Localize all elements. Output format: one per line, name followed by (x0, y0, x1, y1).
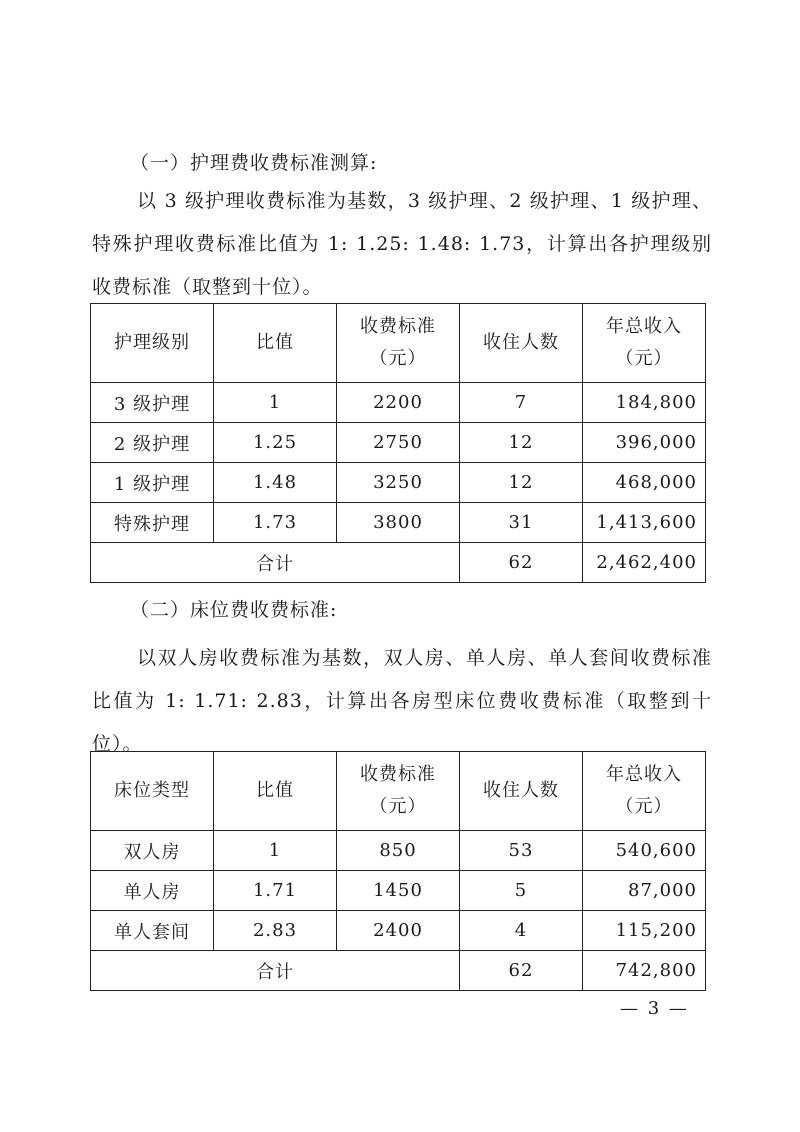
table-row (91, 911, 706, 951)
section1-paragraph: 以 3 级护理收费标准为基数，3 级护理、2 级护理、1 级护理、特殊护理收费标准比值为 1: 1.25: 1.48: 1.73，计算出各护理级别收费标准（取整到十位）。 (92, 190, 712, 298)
header-cell: 比值 (214, 304, 337, 383)
table-cell: 53 (460, 831, 583, 871)
table-cell: 特殊护理 (91, 503, 214, 543)
nursing-fee-table (90, 303, 706, 583)
table-cell: 1.73 (214, 503, 337, 543)
table-cell: 468,000 (583, 463, 706, 503)
table-cell: 2 级护理 (91, 423, 214, 463)
table-cell: 5 (460, 871, 583, 911)
table-header-row (91, 304, 706, 383)
table-cell: 31 (460, 503, 583, 543)
section1-heading: （一）护理费收费标准测算: (130, 152, 378, 174)
table-cell: 1 (214, 831, 337, 871)
header-cell: 年总收入 （元） (583, 752, 706, 831)
table-cell: 540,600 (583, 831, 706, 871)
table-cell: 2.83 (214, 911, 337, 951)
table-cell: 双人房 (91, 831, 214, 871)
header-cell: 收费标准 （元） (337, 304, 460, 383)
table-cell: 2200 (337, 383, 460, 423)
header-cell: 收费标准 （元） (337, 752, 460, 831)
header-cell: 比值 (214, 752, 337, 831)
table-cell: 1 (214, 383, 337, 423)
table-cell: 1,413,600 (583, 503, 706, 543)
total-income: 742,800 (583, 951, 706, 991)
table-cell: 4 (460, 911, 583, 951)
header-cell: 床位类型 (91, 752, 214, 831)
table-cell: 2750 (337, 423, 460, 463)
total-income: 2,462,400 (583, 543, 706, 583)
table-cell: 12 (460, 423, 583, 463)
table-row (91, 463, 706, 503)
table-cell: 1.48 (214, 463, 337, 503)
table-cell: 87,000 (583, 871, 706, 911)
section2-paragraph: 以双人房收费标准为基数，双人房、单人房、单人套间收费标准比值为 1: 1.71: 2.83，计算出各房型床位费收费标准（取整到十位）。 (92, 647, 712, 755)
header-cell: 护理级别 (91, 304, 214, 383)
header-cell: 收住人数 (460, 304, 583, 383)
table-cell: 1450 (337, 871, 460, 911)
table-total-row (91, 951, 706, 991)
table-cell: 3250 (337, 463, 460, 503)
table-cell: 1.25 (214, 423, 337, 463)
header-cell: 收住人数 (460, 752, 583, 831)
total-label: 合计 (91, 951, 460, 991)
total-residents: 62 (460, 951, 583, 991)
bed-fee-table (90, 751, 706, 991)
table-total-row (91, 543, 706, 583)
table-row (91, 871, 706, 911)
total-label: 合计 (91, 543, 460, 583)
table-row (91, 831, 706, 871)
table-cell: 1.71 (214, 871, 337, 911)
table-row (91, 423, 706, 463)
table-cell: 3 级护理 (91, 383, 214, 423)
page-number: — 3 — (620, 998, 689, 1019)
table-cell: 单人房 (91, 871, 214, 911)
table-cell: 3800 (337, 503, 460, 543)
section2-heading: （二）床位费收费标准: (130, 599, 338, 621)
table-row (91, 503, 706, 543)
table-cell: 184,800 (583, 383, 706, 423)
table-cell: 850 (337, 831, 460, 871)
table-cell: 12 (460, 463, 583, 503)
table-cell: 单人套间 (91, 911, 214, 951)
table-row (91, 383, 706, 423)
table-header-row (91, 752, 706, 831)
table-cell: 2400 (337, 911, 460, 951)
header-cell: 年总收入 （元） (583, 304, 706, 383)
table-cell: 115,200 (583, 911, 706, 951)
table-cell: 7 (460, 383, 583, 423)
table-cell: 396,000 (583, 423, 706, 463)
table-cell: 1 级护理 (91, 463, 214, 503)
total-residents: 62 (460, 543, 583, 583)
